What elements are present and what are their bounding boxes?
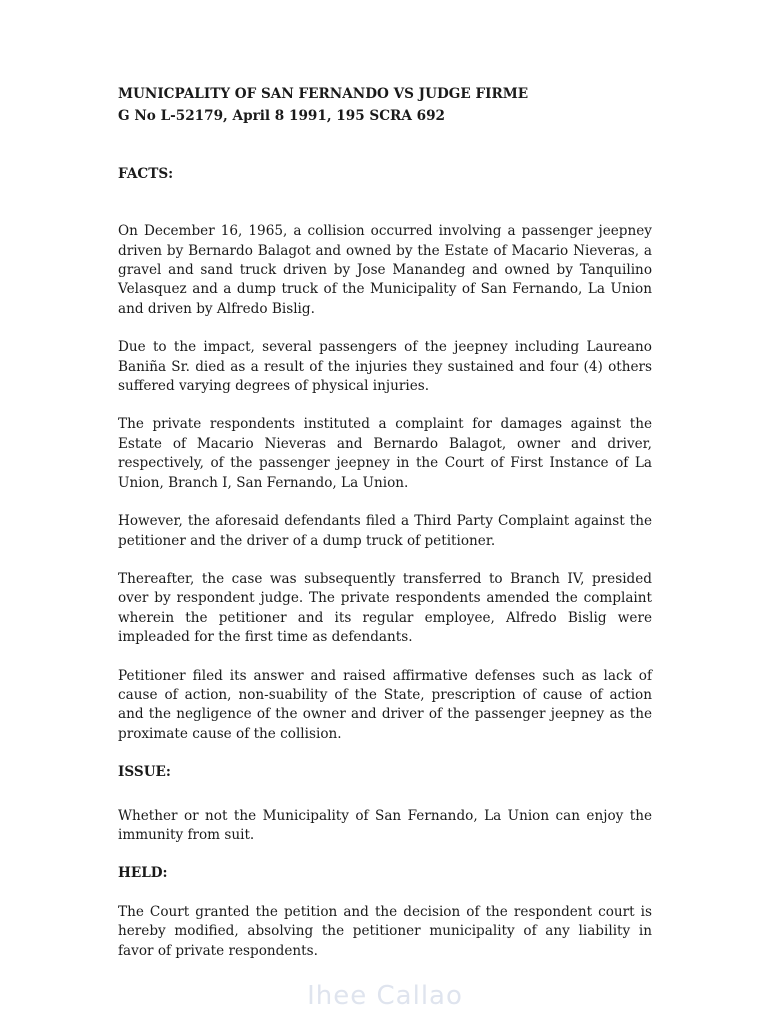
watermark: Ihee Callao xyxy=(307,981,463,1011)
held-paragraph: The Court granted the petition and the decision of the respondent court is hereby modified, absolving the petitioner municipality of any liability in favor of private respondents. xyxy=(118,903,652,959)
case-citation: G No L-52179, April 8 1991, 195 SCRA 692 xyxy=(118,108,445,125)
facts-paragraph: Thereafter, the case was subsequently transferred to Branch IV, presided over by respondent judge. The private respondents amended the complaint wherein the petitioner and its regular employee, Alfredo Bislig were impleaded for the first time as defendants. xyxy=(118,570,652,646)
issue-paragraph: Whether or not the Municipality of San Fernando, La Union can enjoy the immunity from suit. xyxy=(118,807,652,843)
facts-paragraph: However, the aforesaid defendants filed a Third Party Complaint against the petitioner and the driver of a dump truck of petitioner. xyxy=(118,513,652,549)
facts-paragraph: Petitioner filed its answer and raised affirmative defenses such as lack of cause of action, non-suability of the State, prescription of cause of action and the negligence of the owner and driver of the passenger jeepney as the proximate cause of the collision. xyxy=(118,667,652,742)
document xyxy=(118,85,652,1012)
facts-paragraph: On December 16, 1965, a collision occurred involving a passenger jeepney driven by Bernardo Balagot and owned by the Estate of Macario Nieveras, a gravel and sand truck driven by Jose Manandeg and owned by Tanquilino Velasquez and a dump truck of the Municipality of San Fernando, La Union and driven by Alfredo Bislig. xyxy=(118,223,652,317)
facts-heading: FACTS: xyxy=(118,165,174,182)
case-title: MUNICPALITY OF SAN FERNANDO VS JUDGE FIRME xyxy=(118,86,529,102)
issue-heading: ISSUE: xyxy=(118,764,171,781)
facts-paragraph: Due to the impact, several passengers of the jeepney including Laureano Baniña Sr. died as a result of the injuries they sustained and four (4) others suffered varying degrees of physical injuries. xyxy=(118,339,652,395)
held-heading: HELD: xyxy=(118,865,168,882)
facts-paragraph: The private respondents instituted a complaint for damages against the Estate of Macario Nieveras and Bernardo Balagot, owner and driver, respectively, of the passenger jeepney in the Court of First Instance of La Union, Branch I, San Fernando, La Union. xyxy=(118,416,652,491)
